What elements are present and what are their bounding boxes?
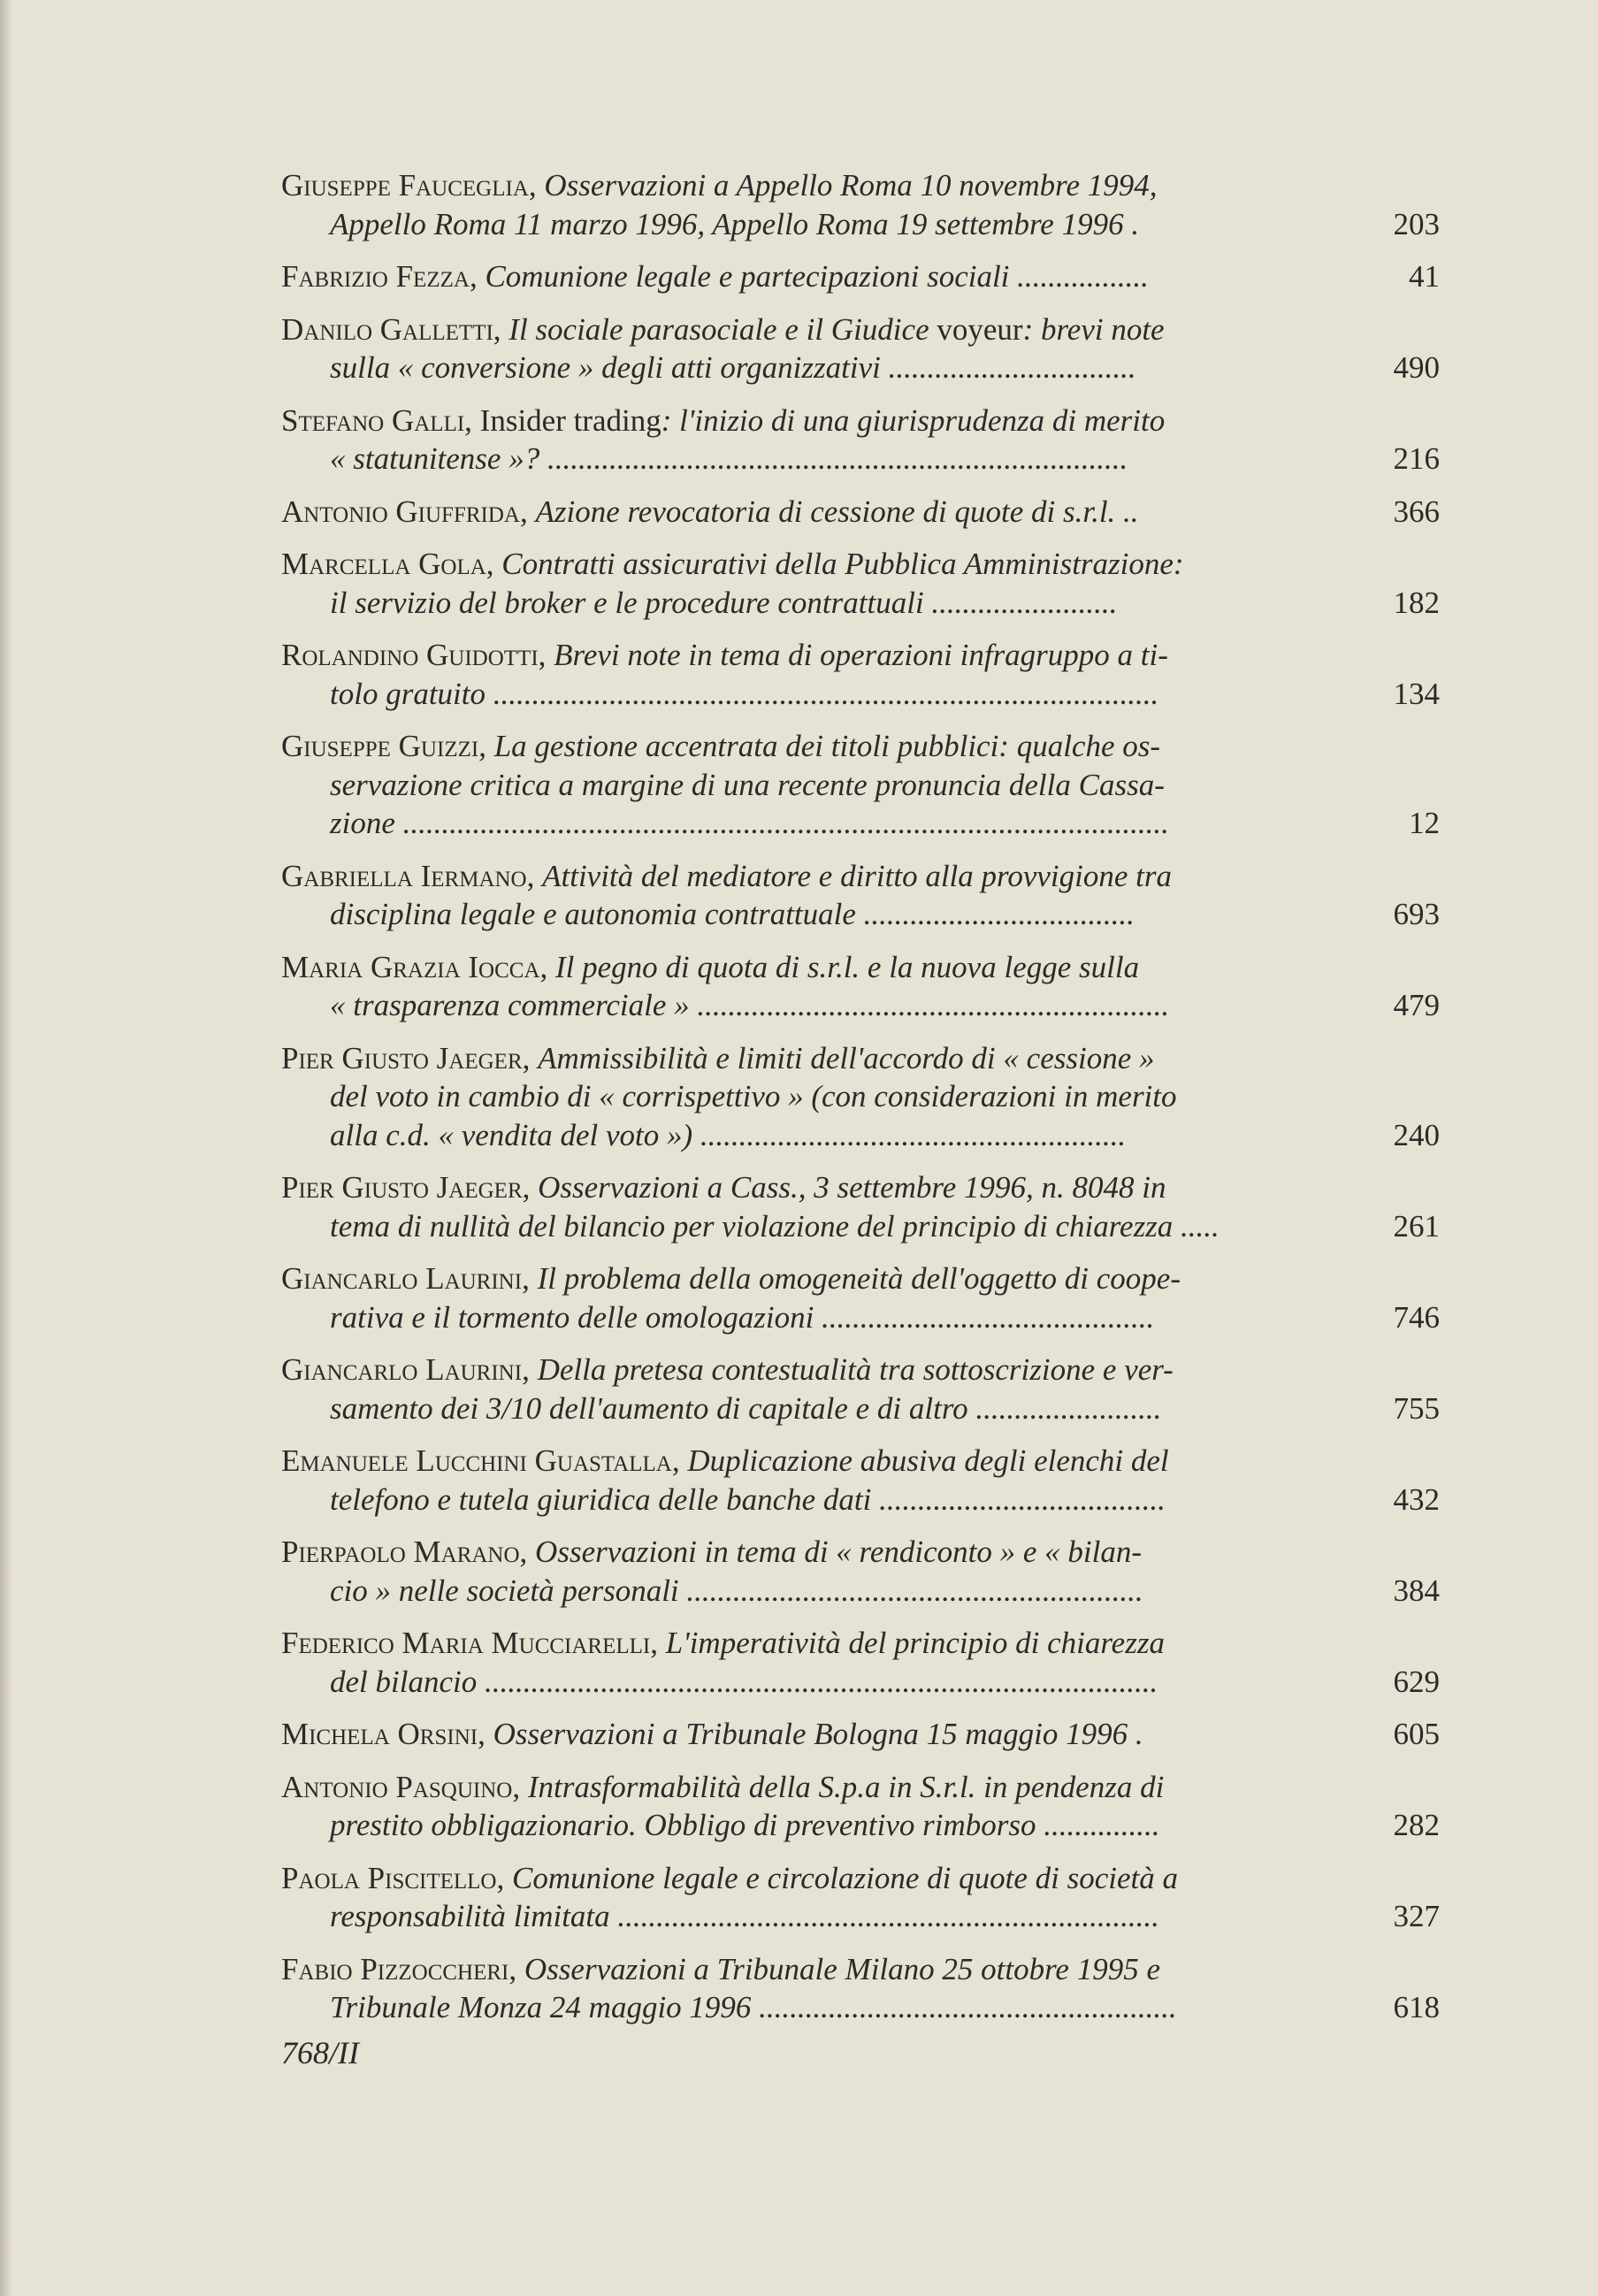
title-segment: Azione revocatoria di cessione di quote di s.r.l. .. <box>535 494 1139 529</box>
title-segment: del bilancio ....................................................................................... <box>330 1664 1158 1699</box>
author-name: Giancarlo Laurini <box>281 1352 523 1387</box>
title-segment: : l'inizio di una giurisprudenza di merito <box>661 402 1166 438</box>
toc-entry <box>281 948 1440 1025</box>
author-name: Fabio Pizzoccheri <box>281 1951 509 1986</box>
entry-line: Paola Piscitello, Comunione legale e circolazione di quote di società a <box>281 1860 1178 1895</box>
title-segment: « statunitense »? ........................................................................... <box>330 441 1128 476</box>
entry-text <box>281 1259 1298 1336</box>
title-segment: L'imperatività del principio di chiarezza <box>665 1626 1165 1660</box>
page-folio: 768/II <box>281 2035 359 2070</box>
page-number: 432 <box>1393 1481 1440 1517</box>
page-number: 755 <box>1393 1390 1440 1426</box>
title-segment: tolo gratuito ...................................................................................... <box>330 676 1159 711</box>
page-number: 182 <box>1393 585 1440 620</box>
entry-line: Pier Giusto Jaeger, Osservazioni a Cass., 3 settembre 1996, n. 8048 in <box>281 1170 1166 1205</box>
toc-entry <box>281 1533 1440 1610</box>
author-name: Paola Piscitello <box>281 1860 497 1895</box>
author-name: Emanuele Lucchini Guastalla <box>281 1443 672 1478</box>
title-segment: Della pretesa contestualità tra sottoscrizione e ver- <box>537 1352 1174 1387</box>
toc-entry <box>281 402 1440 478</box>
title-segment: Il problema della omogeneità dell'oggetto di coope- <box>537 1261 1181 1296</box>
entry-line: Danilo Galletti, Il sociale parasociale e il Giudice voyeur: brevi note <box>281 311 1165 347</box>
toc-entry <box>281 1859 1440 1936</box>
title-segment: « trasparenza commerciale » ............................................................. <box>330 988 1170 1022</box>
title-segment: telefono e tutela giuridica delle banche dati ..................................... <box>330 1481 1166 1517</box>
author-name: Fabrizio Fezza <box>281 259 470 294</box>
title-segment: Il pegno di quota di s.r.l. e la nuova legge sulla <box>555 949 1140 984</box>
table-of-contents <box>281 166 1440 2041</box>
entry-line: Giuseppe Fauceglia, Osservazioni a Appello Roma 10 novembre 1994, <box>281 168 1158 203</box>
title-segment: zione ................................................................................................... <box>330 806 1169 840</box>
title-segment: La gestione accentrata dei titoli pubblici: qualche os- <box>493 729 1161 763</box>
title-segment: Il sociale parasociale e il Giudice <box>508 311 937 347</box>
entry-text <box>281 257 1298 296</box>
page-number: 629 <box>1393 1664 1440 1699</box>
page-number: 746 <box>1393 1299 1440 1335</box>
entry-line <box>281 986 1298 1025</box>
author-name: Pierpaolo Marano <box>281 1534 520 1569</box>
title-segment: Osservazioni a Appello Roma 10 novembre 1994, <box>544 168 1158 203</box>
entry-line <box>281 348 1298 387</box>
toc-entry <box>281 1351 1440 1427</box>
page-number: 261 <box>1393 1208 1440 1244</box>
entry-line: Marcella Gola, Contratti assicurativi della Pubblica Amministrazione: <box>281 547 1184 581</box>
title-segment: cio » nelle società personali ........................................................... <box>330 1573 1143 1608</box>
entry-line: Antonio Pasquino, Intrasformabilità della S.p.a in S.r.l. in pendenza di <box>281 1769 1165 1804</box>
toc-entry <box>281 1715 1440 1754</box>
entry-line <box>281 1207 1298 1246</box>
entry-line: Federico Maria Mucciarelli, L'imperatività del principio di chiarezza <box>281 1626 1165 1660</box>
page-number: 216 <box>1393 441 1440 476</box>
entry-line: Stefano Galli, Insider trading: l'inizio di una giurisprudenza di merito <box>281 402 1166 438</box>
title-segment: samento dei 3/10 dell'aumento di capitale e di altro ........................ <box>330 1390 1162 1426</box>
author-name: Antonio Giuffrida <box>281 494 520 529</box>
author-name: Danilo Galletti <box>281 311 493 347</box>
entry-text <box>281 1442 1298 1519</box>
toc-entry <box>281 727 1440 843</box>
author-name: Pier Giusto Jaeger <box>281 1040 523 1075</box>
page-number: 41 <box>1409 259 1440 294</box>
entry-line: Maria Grazia Iocca, Il pegno di quota di s.r.l. e la nuova legge sulla <box>281 949 1140 984</box>
title-segment: voyeur <box>937 311 1023 347</box>
entry-line: Giancarlo Laurini, Della pretesa contestualità tra sottoscrizione e ver- <box>281 1352 1174 1387</box>
entry-line: Giancarlo Laurini, Il problema della omogeneità dell'oggetto di coope- <box>281 1261 1181 1296</box>
page-edge-shadow <box>0 0 12 2296</box>
author-name: Pier Giusto Jaeger <box>281 1170 523 1205</box>
page-number: 618 <box>1393 1990 1440 2024</box>
entry-text <box>281 1039 1298 1155</box>
entry-line: Gabriella Iermano, Attività del mediatore e diritto alla provvigione tra <box>281 858 1173 893</box>
title-segment: disciplina legale e autonomia contrattuale ................................... <box>330 897 1135 931</box>
page-number: 366 <box>1393 494 1440 529</box>
toc-entry <box>281 1950 1440 2027</box>
title-segment: il servizio del broker e le procedure contrattuali ........................ <box>330 585 1118 620</box>
author-name: Maria Grazia Iocca <box>281 949 540 984</box>
author-name: Giuseppe Guizzi <box>281 729 479 763</box>
toc-entry <box>281 257 1440 296</box>
title-segment: alla c.d. « vendita del voto ») ....................................................... <box>330 1117 1127 1152</box>
title-segment: Comunione legale e circolazione di quote di società a <box>511 1860 1178 1895</box>
entry-line <box>281 1481 1298 1519</box>
author-name: Giuseppe Fauceglia <box>281 168 529 203</box>
entry-text <box>281 1859 1298 1936</box>
title-segment: Comunione legale e partecipazioni sociali ................. <box>485 259 1149 294</box>
entry-line: Pier Giusto Jaeger, Ammissibilità e limiti dell'accordo di « cessione » <box>281 1040 1155 1075</box>
title-segment: servazione critica a margine di una recente pronuncia della Cassa- <box>330 767 1165 802</box>
entry-line <box>281 1806 1298 1845</box>
title-segment: tema di nullità del bilancio per violazione del principio di chiarezza ..... <box>330 1208 1220 1244</box>
entry-line <box>281 1116 1298 1155</box>
entry-line <box>281 1077 1298 1116</box>
toc-entry <box>281 493 1440 532</box>
title-segment: Contratti assicurativi della Pubblica Amministrazione: <box>501 547 1184 581</box>
title-segment: Osservazioni a Tribunale Milano 25 ottobre 1995 e <box>524 1951 1160 1986</box>
entry-line: Michela Orsini, Osservazioni a Tribunale Bologna 15 maggio 1996 . <box>281 1717 1143 1751</box>
title-segment: sulla « conversione » degli atti organizzativi ................................ <box>330 350 1136 385</box>
author-name: Michela Orsini <box>281 1717 478 1751</box>
title-segment: Osservazioni a Cass., 3 settembre 1996, n. 8048 in <box>538 1170 1166 1205</box>
entry-line: Rolandino Guidotti, Brevi note in tema di operazioni infragruppo a ti- <box>281 638 1168 672</box>
entry-line <box>281 1572 1298 1611</box>
toc-entry <box>281 857 1440 934</box>
entry-text <box>281 727 1298 843</box>
toc-entry <box>281 1768 1440 1845</box>
author-name: Federico Maria Mucciarelli <box>281 1626 651 1660</box>
entry-line: Fabrizio Fezza, Comunione legale e partecipazioni sociali ................. <box>281 259 1149 294</box>
entry-text <box>281 545 1298 622</box>
entry-line <box>281 766 1298 805</box>
page-number: 203 <box>1393 206 1440 241</box>
page-number: 134 <box>1393 676 1440 711</box>
title-segment: Brevi note in tema di operazioni infragruppo a ti- <box>554 638 1168 672</box>
entry-line: Antonio Giuffrida, Azione revocatoria di cessione di quote di s.r.l. .. <box>281 494 1139 529</box>
entry-line: Fabio Pizzoccheri, Osservazioni a Tribunale Milano 25 ottobre 1995 e <box>281 1951 1160 1986</box>
entry-text <box>281 310 1298 387</box>
toc-entry <box>281 545 1440 622</box>
title-segment: Duplicazione abusiva degli elenchi del <box>687 1443 1169 1478</box>
entry-text <box>281 493 1298 532</box>
title-segment: rativa e il tormento delle omologazioni ........................................... <box>330 1299 1155 1335</box>
title-segment: prestito obbligazionario. Obbligo di preventivo rimborso ............... <box>330 1808 1160 1842</box>
page-number: 282 <box>1393 1808 1440 1842</box>
entry-line <box>281 675 1298 714</box>
entry-line <box>281 1298 1298 1337</box>
title-segment: Intrasformabilità della S.p.a in S.r.l. in pendenza di <box>527 1769 1165 1804</box>
page-number: 12 <box>1409 806 1440 840</box>
title-segment: Attività del mediatore e diritto alla provvigione tra <box>542 858 1173 893</box>
page-number: 693 <box>1393 897 1440 931</box>
page-number: 240 <box>1393 1117 1440 1152</box>
page-number: 479 <box>1393 988 1440 1022</box>
title-segment: responsabilità limitata ...................................................................... <box>330 1899 1159 1933</box>
toc-entry <box>281 166 1440 243</box>
author-name: Giancarlo Laurini <box>281 1261 523 1296</box>
entry-text <box>281 1624 1298 1701</box>
entry-text <box>281 1168 1298 1245</box>
entry-text <box>281 402 1298 478</box>
toc-entry <box>281 1442 1440 1519</box>
toc-entry <box>281 310 1440 387</box>
toc-entry <box>281 1624 1440 1701</box>
page-number: 327 <box>1393 1899 1440 1933</box>
page-number: 490 <box>1393 350 1440 385</box>
author-name: Marcella Gola <box>281 547 486 581</box>
title-segment: Insider trading <box>479 402 661 438</box>
toc-entry <box>281 1259 1440 1336</box>
toc-entry <box>281 1039 1440 1155</box>
page-number: 605 <box>1393 1717 1440 1751</box>
entry-line <box>281 1389 1298 1428</box>
title-segment: : brevi note <box>1022 311 1165 347</box>
entry-text <box>281 857 1298 934</box>
title-segment: Osservazioni a Tribunale Bologna 15 maggio 1996 . <box>493 1717 1143 1751</box>
entry-text <box>281 1950 1298 2027</box>
title-segment: del voto in cambio di « corrispettivo » (con considerazioni in merito <box>330 1079 1177 1114</box>
entry-line <box>281 440 1298 478</box>
entry-line <box>281 1897 1298 1936</box>
toc-entry <box>281 1168 1440 1245</box>
entry-line <box>281 804 1298 843</box>
entry-text <box>281 636 1298 713</box>
entry-line <box>281 205 1298 244</box>
entry-line <box>281 895 1298 934</box>
title-segment: Tribunale Monza 24 maggio 1996 ...................................................... <box>330 1990 1177 2024</box>
entry-line: Pierpaolo Marano, Osservazioni in tema di « rendiconto » e « bilan- <box>281 1534 1143 1569</box>
author-name: Stefano Galli <box>281 402 465 438</box>
entry-text <box>281 1768 1298 1845</box>
entry-line <box>281 584 1298 623</box>
title-segment: Osservazioni in tema di « rendiconto » e « bilan- <box>535 1534 1143 1569</box>
title-segment: Ammissibilità e limiti dell'accordo di « cessione » <box>538 1040 1155 1075</box>
entry-line: Giuseppe Guizzi, La gestione accentrata dei titoli pubblici: qualche os- <box>281 729 1161 763</box>
entry-text <box>281 1533 1298 1610</box>
entry-line: Emanuele Lucchini Guastalla, Duplicazione abusiva degli elenchi del <box>281 1443 1169 1478</box>
entry-text <box>281 1715 1298 1754</box>
page-number: 384 <box>1393 1573 1440 1608</box>
author-name: Antonio Pasquino <box>281 1769 513 1804</box>
toc-entry <box>281 636 1440 713</box>
entry-line <box>281 1988 1298 2027</box>
entry-text <box>281 948 1298 1025</box>
entry-text <box>281 166 1298 243</box>
title-segment: Appello Roma 11 marzo 1996, Appello Roma 19 settembre 1996 . <box>330 206 1140 241</box>
author-name: Rolandino Guidotti <box>281 638 539 672</box>
entry-line <box>281 1663 1298 1702</box>
author-name: Gabriella Iermano <box>281 858 527 893</box>
entry-text <box>281 1351 1298 1427</box>
